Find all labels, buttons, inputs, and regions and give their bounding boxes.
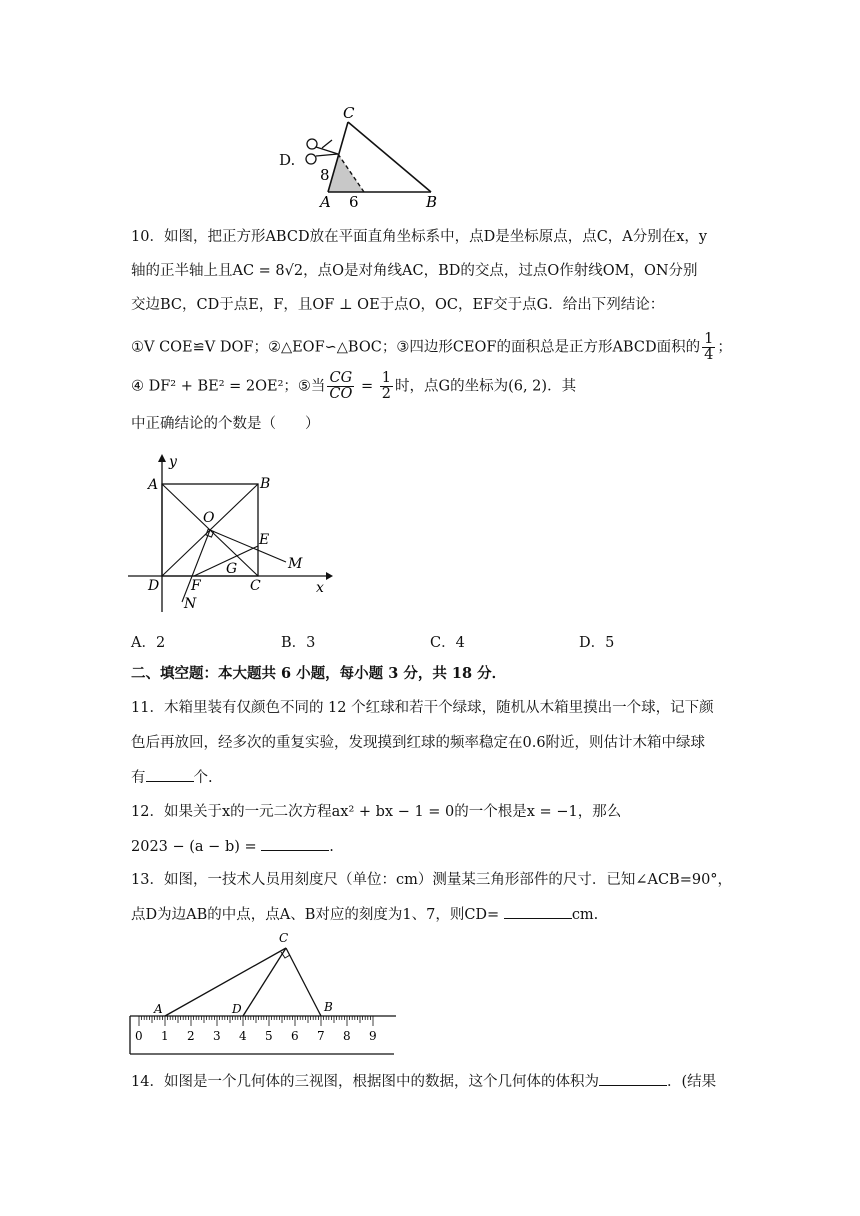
option-b: B．3 xyxy=(281,635,316,651)
label-c: C xyxy=(250,578,261,594)
q10-text-5a: ④ DF² + BE² = 2OE²；⑤当 xyxy=(131,378,326,395)
label-c: C xyxy=(343,104,355,122)
ruler-tick-label: 4 xyxy=(239,1029,247,1043)
label-6: 6 xyxy=(349,193,359,210)
ruler-labels xyxy=(135,1029,377,1043)
label-y: y xyxy=(169,454,177,470)
ruler-tick-label: 7 xyxy=(317,1029,325,1043)
label-8: 8 xyxy=(320,166,330,184)
q10-line-3: 交边BC，CD于点E，F，且OF ⊥ OE于点O，OC，EF交于点G．给出下列结论： xyxy=(131,297,665,313)
q9-option-d-figure xyxy=(298,104,448,210)
scissors-icon xyxy=(306,139,338,164)
fraction-cg-co: $\frac{CG}{CO}$ xyxy=(329,370,353,402)
label-f: F xyxy=(191,578,201,594)
ruler-tick-label: 6 xyxy=(291,1029,299,1043)
ruler-tick-label: 1 xyxy=(161,1029,169,1043)
fraction-half: $\frac{1}{2}$ xyxy=(381,370,391,402)
side-bc xyxy=(348,122,431,192)
ruler-tick-label: 5 xyxy=(265,1029,273,1043)
fraction-quarter: $\frac{1}{4}$ xyxy=(704,331,714,363)
q10-line-4: ①V COE≌V DOF；②△EOF∽△BOC；③四边形CEOF的面积总是正方形ABCD面积的 $\frac{1}{4}$ ； xyxy=(131,331,732,363)
section-heading: 二、填空题：本大题共 6 小题，每小题 3 分，共 18 分． xyxy=(131,665,507,682)
label-b: B xyxy=(260,476,271,492)
option-d: D．5 xyxy=(579,635,615,651)
q12-line-1: 12．如果关于x的一元二次方程ax² + bx − 1 = 0的一个根是x = −1，那么 xyxy=(131,804,622,820)
label-o: O xyxy=(203,510,215,526)
label-a: A xyxy=(154,1002,163,1016)
right-angle-mark xyxy=(206,529,214,537)
ruler-tick-label: 9 xyxy=(369,1029,377,1043)
option-c: C．4 xyxy=(430,635,465,651)
q11-line-3: 有 个. xyxy=(131,767,213,788)
x-axis-arrow xyxy=(326,572,333,580)
label-m: M xyxy=(288,556,303,572)
label-b: B xyxy=(324,1000,333,1014)
label-b: B xyxy=(426,193,438,210)
answer-blank xyxy=(261,836,329,851)
ruler-tick-label: 8 xyxy=(343,1029,351,1043)
q11-line-2: 色后再放回，经多次的重复实验，发现摸到红球的频率稳定在0.6附近，则估计木箱中绿球 xyxy=(131,735,706,751)
label-x: x xyxy=(316,580,324,596)
option-a: A．2 xyxy=(131,635,166,651)
label-g: G xyxy=(226,561,238,577)
q13-figure xyxy=(128,930,398,1056)
label-n: N xyxy=(184,596,197,612)
label-a: A xyxy=(320,193,331,210)
q11-line-1: 11．木箱里装有仅颜色不同的 12 个红球和若干个绿球，随机从木箱里摸出一个球，记下颜 xyxy=(131,700,714,716)
ruler-tick-label: 2 xyxy=(187,1029,195,1043)
q14-line-1: 14．如图是一个几何体的三视图，根据图中的数据，这个几何体的体积为 ．(结果 xyxy=(131,1071,716,1092)
label-c: C xyxy=(279,931,289,945)
answer-blank xyxy=(504,904,572,919)
q10-line-5: ④ DF² + BE² = 2OE²；⑤当 $\frac{CG}{CO}$ = $\frac{1}{2}$ 时，点G的坐标为(6, 2)．其 xyxy=(131,370,577,402)
label-d: D xyxy=(148,578,160,594)
q10-line-2: 轴的正半轴上且AC = 8√2，点O是对角线AC，BD的交点，过点O作射线OM，ON分别 xyxy=(131,263,698,279)
median-cd xyxy=(243,948,286,1016)
q10-line-6: 中正确结论的个数是（ ） xyxy=(131,416,320,432)
side-bc xyxy=(286,948,321,1016)
q10-line-1 xyxy=(131,227,707,247)
ruler-tick-label: 0 xyxy=(135,1029,143,1043)
answer-blank xyxy=(599,1071,667,1086)
label-a: A xyxy=(148,477,159,493)
q12-line-2: 2023 − (a − b) = . xyxy=(131,836,334,857)
ruler-tick-label: 3 xyxy=(213,1029,221,1043)
q10-figure xyxy=(128,452,338,612)
q10-text-1: 如图，把正方形ABCD放在平面直角坐标系中，点D是坐标原点，点C，A分别在x，y xyxy=(163,229,708,245)
q10-text-4: ①V COE≌V DOF；②△EOF∽△BOC；③四边形CEOF的面积总是正方形ABCD面积的 xyxy=(131,339,701,356)
q10-number: 10． xyxy=(131,229,164,245)
ruler-minor-ticks xyxy=(139,1016,373,1026)
side-ac xyxy=(165,948,286,1016)
q13-line-2: 点D为边AB的中点，点A、B对应的刻度为1、7，则CD= cm. xyxy=(131,904,598,925)
label-e: E xyxy=(259,532,270,548)
label-d: D xyxy=(232,1002,242,1016)
y-axis-arrow xyxy=(158,454,166,462)
q9-option-d-label: D. xyxy=(279,151,296,169)
ray-om xyxy=(210,530,286,562)
answer-blank xyxy=(146,767,194,782)
q13-line-1: 13．如图，一技术人员用刻度尺（单位：cm）测量某三角形部件的尺寸．已知∠ACB=90°， xyxy=(131,872,733,888)
